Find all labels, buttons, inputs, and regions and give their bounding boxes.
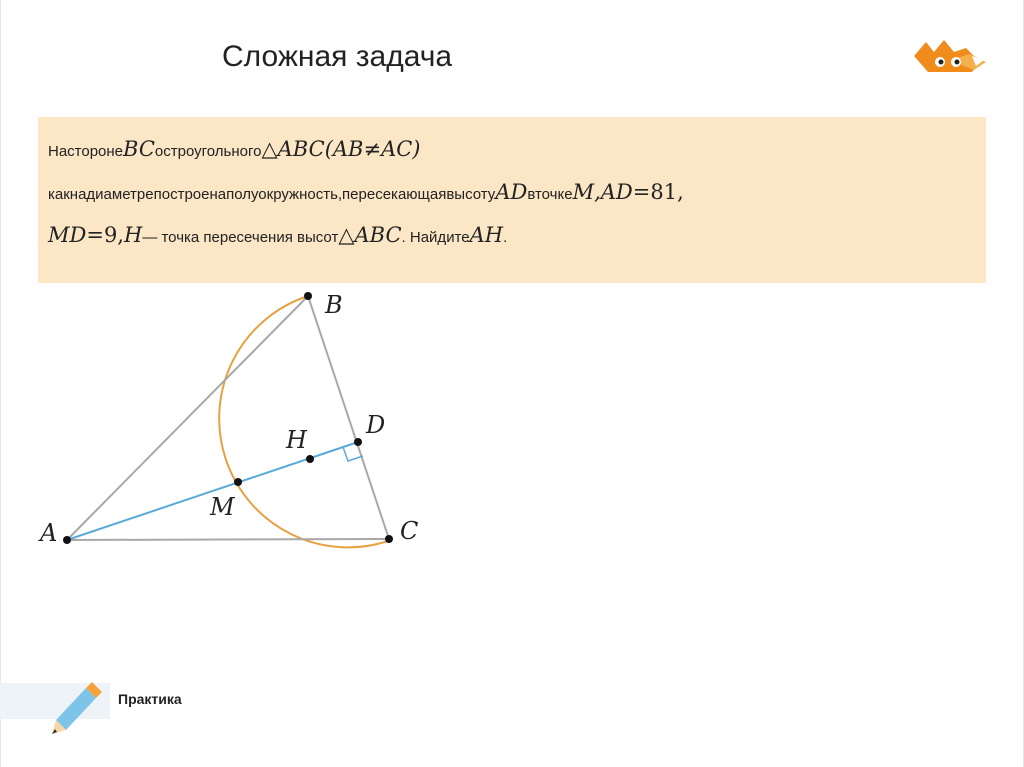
point-b <box>304 292 312 300</box>
side-ab <box>67 296 308 540</box>
math-ah: AH <box>469 223 504 247</box>
math-triangle-abc-condition: △ABC(AB≠AC) <box>261 137 421 161</box>
point-c <box>385 535 393 543</box>
side-ac <box>67 539 389 540</box>
text-na-storone: Настороне <box>48 143 124 160</box>
problem-line-3 <box>48 215 976 258</box>
text-ostrougolnogo: остроугольного <box>154 143 262 160</box>
math-ad-2: ,AD <box>594 180 633 204</box>
pencil-icon <box>46 674 106 734</box>
practice-label: Практика <box>118 691 182 707</box>
math-h: H <box>123 223 143 247</box>
math-md: MD <box>48 223 87 247</box>
problem-line-1 <box>48 129 976 172</box>
problem-statement <box>38 117 986 283</box>
math-bc: BC <box>123 137 155 161</box>
geometry-figure <box>38 283 430 573</box>
slide-title: Сложная задача <box>222 40 453 73</box>
label-c: C <box>400 517 419 545</box>
text-naydite: . Найдите <box>401 229 470 246</box>
label-h: H <box>286 426 307 454</box>
label-b: B <box>325 291 343 319</box>
label-m: M <box>210 493 235 521</box>
label-d: D <box>366 411 386 439</box>
math-m: M <box>572 180 595 204</box>
text-v-tochke: вточке <box>527 186 573 203</box>
point-d <box>354 438 362 446</box>
altitude-ad <box>67 442 358 540</box>
text-tochka-peresecheniya: — точка пересечения высот <box>142 229 339 246</box>
math-ad-value: =81, <box>632 180 684 204</box>
semicircle-arc <box>219 296 388 547</box>
label-a: A <box>40 519 58 547</box>
point-h <box>306 455 314 463</box>
text-period: . <box>503 229 508 246</box>
problem-line-2 <box>48 172 976 215</box>
fox-logo-icon <box>910 38 990 78</box>
math-triangle-abc: △ABC <box>338 223 402 247</box>
point-m <box>234 478 242 486</box>
math-ad: AD <box>495 180 528 204</box>
text-kak-na-diametre: какнадиаметрепостроенаполуокружность,пересекающаявысоту <box>48 186 496 203</box>
math-md-value: =9, <box>86 223 124 247</box>
point-a <box>63 536 71 544</box>
